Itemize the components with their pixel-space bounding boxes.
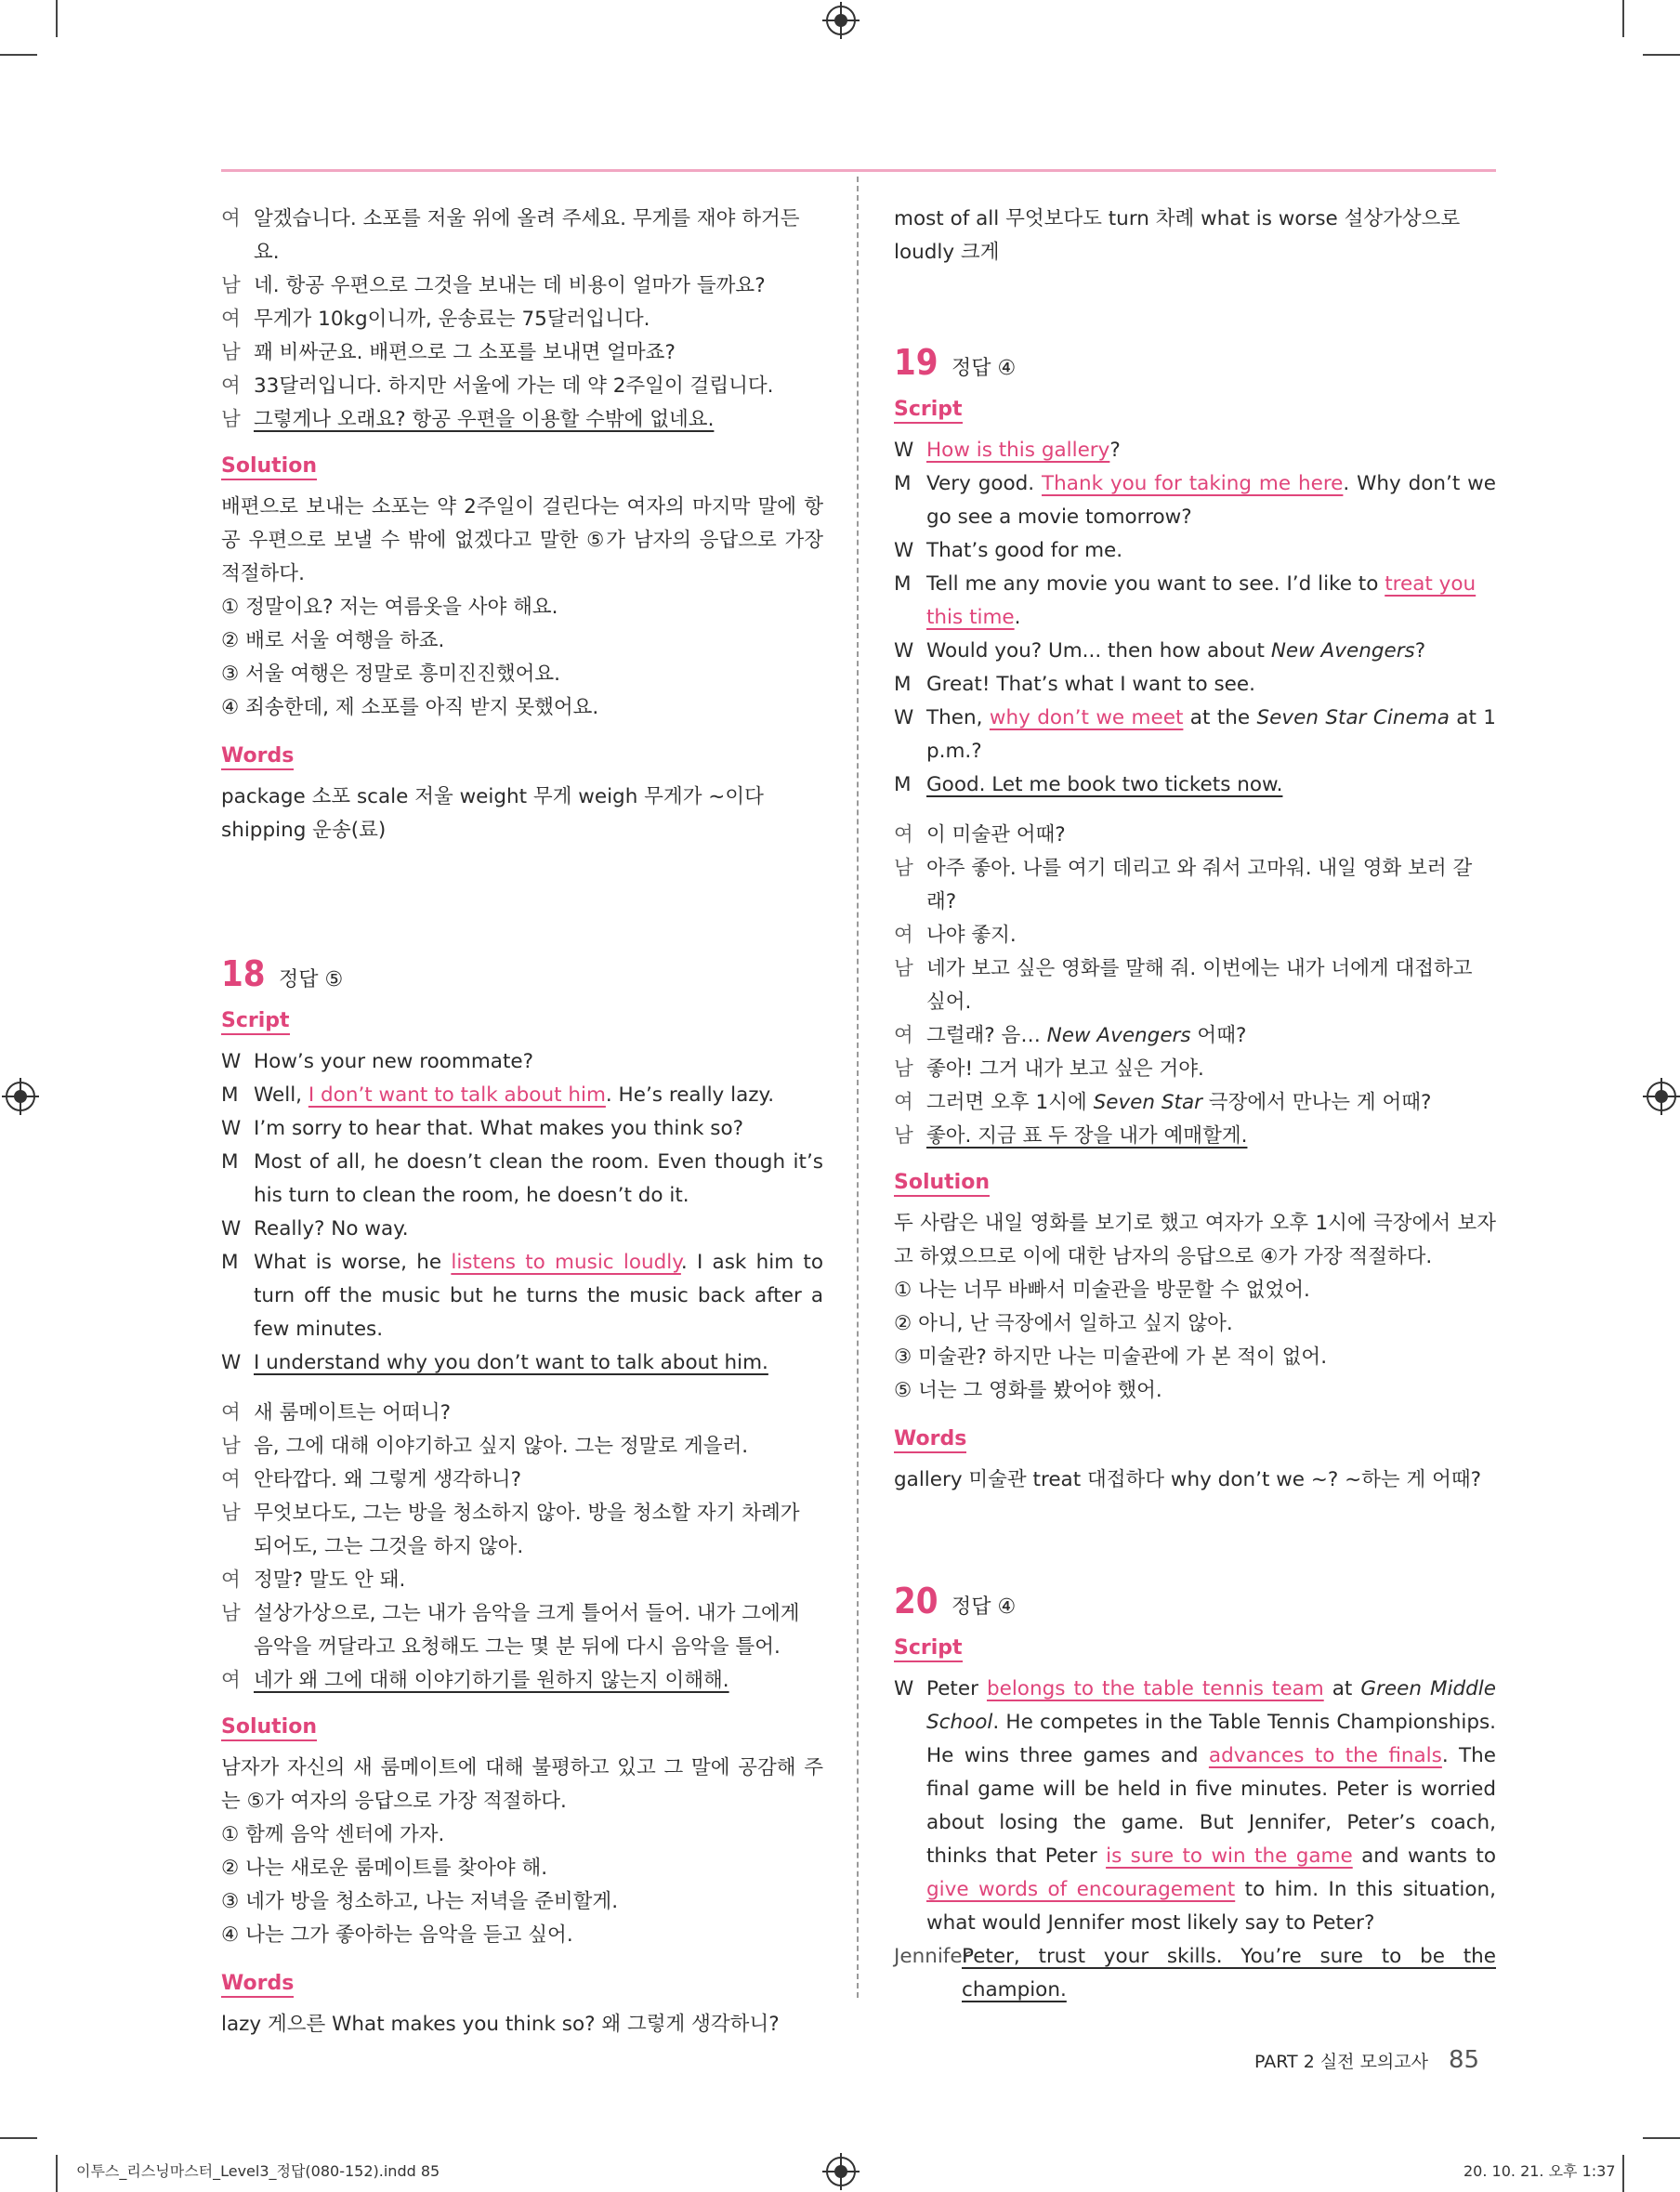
option-item: ⑤ 너는 그 영화를 봤어야 했어. [894,1379,1162,1402]
script-line: W How is this gallery? [894,439,1121,462]
crop-mark [1643,54,1680,56]
dialogue-line: 여 33달러입니다. 하지만 서울에 가는 데 약 2주일이 걸립니다. [221,374,774,398]
dialogue-line: 남 꽤 비싸군요. 배편으로 그 소포를 보내면 얼마죠? [221,341,676,364]
q18-korean-dialogue [221,1397,823,1698]
script-line: Jennifer Peter, trust your skills. You’re sure to be the champion. [894,1945,1496,2002]
words-line: gallery 미술관 treat 대접하다 why don’t we ~? ~하는 게 어때? [894,1468,1482,1491]
dialogue-line: 여 무게가 10kg이니까, 운송료는 75달러입니다. [221,308,650,331]
dialogue-line: 남 그렇게나 오래요? 항공 우편을 이용할 수밖에 없네요. [221,408,715,431]
words-heading: Words [221,740,823,773]
script-line: W I’m sorry to hear that. What makes you think so? [221,1117,744,1140]
script-line: W Would you? Um... then how about New Avengers? [894,639,1426,663]
registration-mark-icon [6,1082,35,1111]
option-item: ④ 죄송한데, 제 소포를 아직 받지 못했어요. [221,696,599,719]
dialogue-line: 남 음, 그에 대해 이야기하고 싶지 않아. 그는 정말로 게을러. [221,1435,749,1458]
dialogue-line: 여 안타깝다. 왜 그렇게 생각하니? [221,1468,521,1491]
script-line: M Most of all, he doesn’t clean the room. Even though it’s his turn to clean the room, he doesn’t do it. [221,1150,823,1207]
dialogue-line: 여 정말? 말도 안 돼. [221,1569,406,1592]
part-label: PART 2 실전 모의고사 [1254,2052,1428,2072]
option-item: ③ 네가 방을 청소하고, 나는 저녁을 준비할게. [221,1890,619,1913]
q20-script [894,1673,1496,2007]
script-line: W Then, why don’t we meet at the Seven Star Cinema at 1 p.m.? [894,706,1496,763]
script-line: W How’s your new roommate? [221,1050,534,1073]
option-item: ② 배로 서울 여행을 하죠. [221,629,445,652]
answer-label: 정답 ④ [952,357,1017,380]
solution-heading: Solution [894,1166,1496,1200]
crop-mark [56,2155,58,2192]
option-item: ① 함께 음악 센터에 가자. [221,1823,445,1846]
dialogue-line: 남 무엇보다도, 그는 방을 청소하지 않아. 방을 청소할 자기 차례가 되어도, 그는 그것을 하지 않아. [221,1502,800,1558]
option-item: ④ 나는 그가 좋아하는 음악을 듣고 싶어. [221,1923,573,1947]
words-line: lazy 게으른 What makes you think so? 왜 그렇게 생각하니? [221,2013,780,2036]
dialogue-line: 여 알겠습니다. 소포를 저울 위에 올려 주세요. 무게를 재야 하거든요. [221,207,800,264]
question-18-header [221,953,823,997]
option-item: ① 나는 너무 바빠서 미술관을 방문할 수 없었어. [894,1279,1310,1302]
script-line: M Great! That’s what I want to see. [894,673,1255,696]
option-item: ③ 서울 여행은 정말로 흥미진진했어요. [221,663,560,686]
crop-mark [1643,2137,1680,2139]
registration-mark-icon [1647,1082,1676,1111]
q18-script [221,1045,823,1380]
registration-mark-icon [826,2157,856,2186]
dialogue-line: 여 이 미술관 어때? [894,823,1066,847]
right-column [894,203,1496,2007]
script-heading: Script [894,1632,1496,1665]
option-item: ② 아니, 난 극장에서 일하고 싶지 않아. [894,1312,1233,1335]
dialogue-line: 여 그럴래? 음… New Avengers 어때? [894,1024,1247,1047]
question-19-header [894,342,1496,386]
solution-text: 두 사람은 내일 영화를 보기로 했고 여자가 오후 1시에 극장에서 보자고 하였으므로 이에 대한 남자의 응답으로 ④가 가장 적절하다. [894,1212,1496,1268]
registration-mark-icon [826,6,856,35]
question-20-header [894,1581,1496,1624]
script-line: M Well, I don’t want to talk about him. He’s really lazy. [221,1083,775,1107]
solution-heading: Solution [221,450,823,483]
script-line: M Good. Let me book two tickets now. [894,773,1283,796]
crop-mark [0,54,37,56]
option-item: ② 나는 새로운 룸메이트를 찾아야 해. [221,1857,548,1880]
dialogue-line: 남 설상가상으로, 그는 내가 음악을 크게 틀어서 들어. 내가 그에게 음악을 꺼달라고 요청해도 그는 몇 분 뒤에 다시 음악을 틀어. [221,1602,800,1659]
script-heading: Script [894,393,1496,427]
left-column [221,203,823,2041]
dialogue-line: 남 좋아. 지금 표 두 장을 내가 예매할게. [894,1124,1248,1148]
script-line: W That’s good for me. [894,539,1123,562]
script-line: M Very good. Thank you for taking me here. Why don’t we go see a movie tomorrow? [894,472,1496,529]
q17-korean-dialogue [221,203,823,437]
option-item: ① 정말이요? 저는 여름옷을 사야 해요. [221,596,558,619]
words-heading: Words [894,1423,1496,1456]
print-timestamp: 20. 10. 21. 오후 1:37 [1463,2162,1616,2180]
dialogue-line: 여 나야 좋지. [894,924,1017,947]
crop-mark [1622,2155,1624,2192]
words-line: most of all 무엇보다도 turn 차례 what is worse 설상가상으로 [894,207,1461,230]
answer-label: 정답 ⑤ [279,968,344,991]
option-item: ③ 미술관? 하지만 나는 미술관에 가 본 적이 없어. [894,1345,1328,1369]
solution-heading: Solution [221,1711,823,1744]
dialogue-line: 남 네. 항공 우편으로 그것을 보내는 데 비용이 얼마가 들까요? [221,274,766,297]
dialogue-line: 여 그러면 오후 1시에 Seven Star 극장에서 만나는 게 어때? [894,1091,1432,1114]
script-heading: Script [221,1004,823,1038]
column-divider [857,177,859,1998]
crop-mark [56,0,58,37]
script-line: W I understand why you don’t want to talk about him. [221,1351,768,1374]
crop-mark [0,2137,37,2139]
q19-korean-dialogue [894,819,1496,1153]
words-line: loudly 크게 [894,241,1000,264]
dialogue-line: 남 네가 보고 싶은 영화를 말해 줘. 이번에는 내가 너에게 대접하고 싶어. [894,957,1473,1014]
crop-mark [1622,0,1624,37]
script-line: W Peter belongs to the table tennis team at Green Middle School. He competes in the Table Tennis Championships. He wins three games and advances to the finals. The final game will be held in five minutes. Peter is worried about losing the game. But Jennifer, Peter’s coach, thinks that Peter is sure to win the game and wants to give words of encouragement to him. In this situation, what would Jennifer most likely say to Peter? [894,1677,1496,1935]
answer-label: 정답 ④ [952,1595,1017,1619]
words-line: shipping 운송(료) [221,819,387,842]
page-footer [1254,2046,1479,2074]
dialogue-line: 남 아주 좋아. 나를 여기 데리고 와 줘서 고마워. 내일 영화 보러 갈래? [894,857,1473,913]
words-heading: Words [221,1967,823,2001]
question-number: 20 [894,1581,938,1621]
words-line: package 소포 scale 저울 weight 무게 weigh 무게가 ~이다 [221,785,764,808]
script-line: M Tell me any movie you want to see. I’d like to treat you this time. [894,572,1477,629]
solution-text: 배편으로 보내는 소포는 약 2주일이 걸린다는 여자의 마지막 말에 항공 우편으로 보낼 수 밖에 없겠다고 말한 ⑤가 남자의 응답으로 가장 적절하다. [221,495,823,585]
question-number: 19 [894,342,938,383]
q19-script [894,434,1496,802]
script-line: W Really? No way. [221,1217,409,1240]
solution-text: 남자가 자신의 새 룸메이트에 대해 불평하고 있고 그 말에 공감해 주는 ⑤가 여자의 응답으로 가장 적절하다. [221,1756,823,1813]
dialogue-line: 여 네가 왜 그에 대해 이야기하기를 원하지 않는지 이해해. [221,1669,729,1692]
dialogue-line: 여 새 룸메이트는 어떠니? [221,1401,452,1424]
dialogue-line: 남 좋아! 그거 내가 보고 싶은 거야. [894,1057,1204,1081]
file-slug: 이투스_리스닝마스터_Level3_정답(080-152).indd 85 [76,2162,440,2180]
header-rule [221,169,1496,172]
question-number: 18 [221,953,266,994]
page-number: 85 [1449,2046,1480,2074]
script-line: M What is worse, he listens to music loudly. I ask him to turn off the music but he turns the music back after a few minutes. [221,1251,823,1341]
